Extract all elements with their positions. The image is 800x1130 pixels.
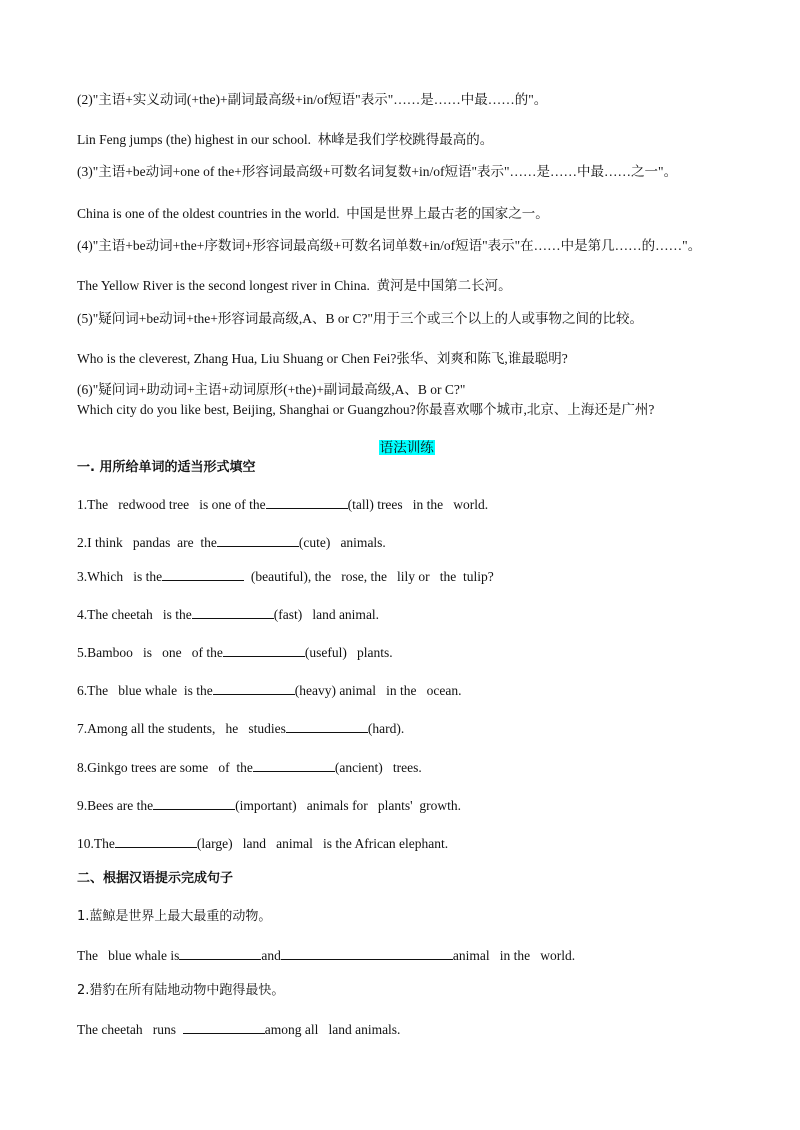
item-text: 7.Among all the students, he studies: [77, 721, 286, 736]
item-text: (important) animals for plants' growth.: [235, 798, 461, 813]
answer-blank[interactable]: [162, 567, 244, 581]
exercise-item-1: [77, 495, 488, 514]
example-5: Who is the cleverest, Zhang Hua, Liu Shuang or Chen Fei?张华、刘爽和陈飞,谁最聪明?: [77, 351, 568, 366]
answer-blank[interactable]: [179, 946, 261, 960]
part2-q2-prompt: 2.猎豹在所有陆地动物中跑得最快。: [77, 983, 285, 998]
exercise-item-4: [77, 605, 379, 624]
item-text: (cute) animals.: [298, 535, 386, 550]
answer-blank[interactable]: [253, 758, 335, 772]
part2-q1-sentence: [77, 946, 575, 965]
part2-q1-prompt: 1.蓝鲸是世界上最大最重的动物。: [77, 909, 272, 924]
item-text: (useful) plants.: [304, 645, 393, 660]
sentence-text: The cheetah runs: [77, 1022, 183, 1037]
exercise-item-3: [77, 567, 494, 586]
part2-q2-sentence: [77, 1020, 400, 1039]
exercise-item-10: [77, 834, 448, 853]
item-text: 1.The redwood tree is one of the: [77, 497, 266, 512]
section-banner: 语法训练: [379, 440, 434, 455]
item-text: 3.Which is the: [77, 569, 163, 584]
sentence-text: among all land animals.: [264, 1022, 401, 1037]
exercise-item-8: [77, 758, 422, 777]
exercise-item-7: [77, 719, 404, 738]
example-4: The Yellow River is the second longest river in China. 黄河是中国第二长河。: [77, 278, 512, 293]
answer-blank[interactable]: [266, 495, 348, 509]
exercise-item-6: [77, 681, 462, 700]
rule-6: (6)"疑问词+助动词+主语+动词原形(+the)+副词最高级,A、B or C?": [77, 382, 466, 397]
exercise-item-5: [77, 643, 393, 662]
part2-heading: 二、根据汉语提示完成句子: [77, 871, 234, 886]
item-text: (fast) land animal.: [273, 607, 380, 622]
answer-blank[interactable]: [153, 796, 235, 810]
answer-blank[interactable]: [281, 946, 453, 960]
rule-5: (5)"疑问词+be动词+the+形容词最高级,A、B or C?"用于三个或三个以上的人或事物之间的比较。: [77, 311, 643, 326]
item-text: 9.Bees are the: [77, 798, 154, 813]
item-text: 5.Bamboo is one of the: [77, 645, 223, 660]
item-text: (heavy) animal in the ocean.: [294, 683, 462, 698]
sentence-text: animal in the world.: [452, 948, 576, 963]
item-text: 6.The blue whale is the: [77, 683, 213, 698]
answer-blank[interactable]: [223, 643, 305, 657]
item-text: (ancient) trees.: [334, 760, 422, 775]
item-text: (tall) trees in the world.: [347, 497, 489, 512]
rule-4: (4)"主语+be动词+the+序数词+形容词最高级+可数名词单数+in/of短语"表示"在……中是第几……的……"。: [77, 238, 702, 253]
item-text: 4.The cheetah is the: [77, 607, 192, 622]
sentence-text: and: [261, 948, 281, 963]
item-text: (large) land animal is the African elephant.: [196, 836, 449, 851]
answer-blank[interactable]: [217, 533, 299, 547]
example-3: China is one of the oldest countries in the world. 中国是世界上最古老的国家之一。: [77, 206, 549, 221]
rule-3: (3)"主语+be动词+one of the+形容词最高级+可数名词复数+in/of短语"表示"……是……中最……之一"。: [77, 164, 678, 179]
item-text: (beautiful), the rose, the lily or the tulip?: [244, 569, 494, 584]
item-text: 10.The: [77, 836, 115, 851]
item-text: (hard).: [367, 721, 405, 736]
part1-heading: 一. 用所给单词的适当形式填空: [77, 460, 256, 475]
example-2: Lin Feng jumps (the) highest in our school. 林峰是我们学校跳得最高的。: [77, 132, 494, 147]
answer-blank[interactable]: [286, 719, 368, 733]
answer-blank[interactable]: [192, 605, 274, 619]
rule-2: (2)"主语+实义动词(+the)+副词最高级+in/of短语"表示"……是……中最……的"。: [77, 92, 548, 107]
exercise-item-2: [77, 533, 386, 552]
sentence-text: The blue whale is: [77, 948, 180, 963]
answer-blank[interactable]: [183, 1020, 265, 1034]
item-text: 2.I think pandas are the: [77, 535, 217, 550]
exercise-item-9: [77, 796, 461, 815]
example-6: Which city do you like best, Beijing, Shanghai or Guangzhou?你最喜欢哪个城市,北京、上海还是广州?: [77, 402, 655, 417]
item-text: 8.Ginkgo trees are some of the: [77, 760, 253, 775]
answer-blank[interactable]: [213, 681, 295, 695]
answer-blank[interactable]: [115, 834, 197, 848]
